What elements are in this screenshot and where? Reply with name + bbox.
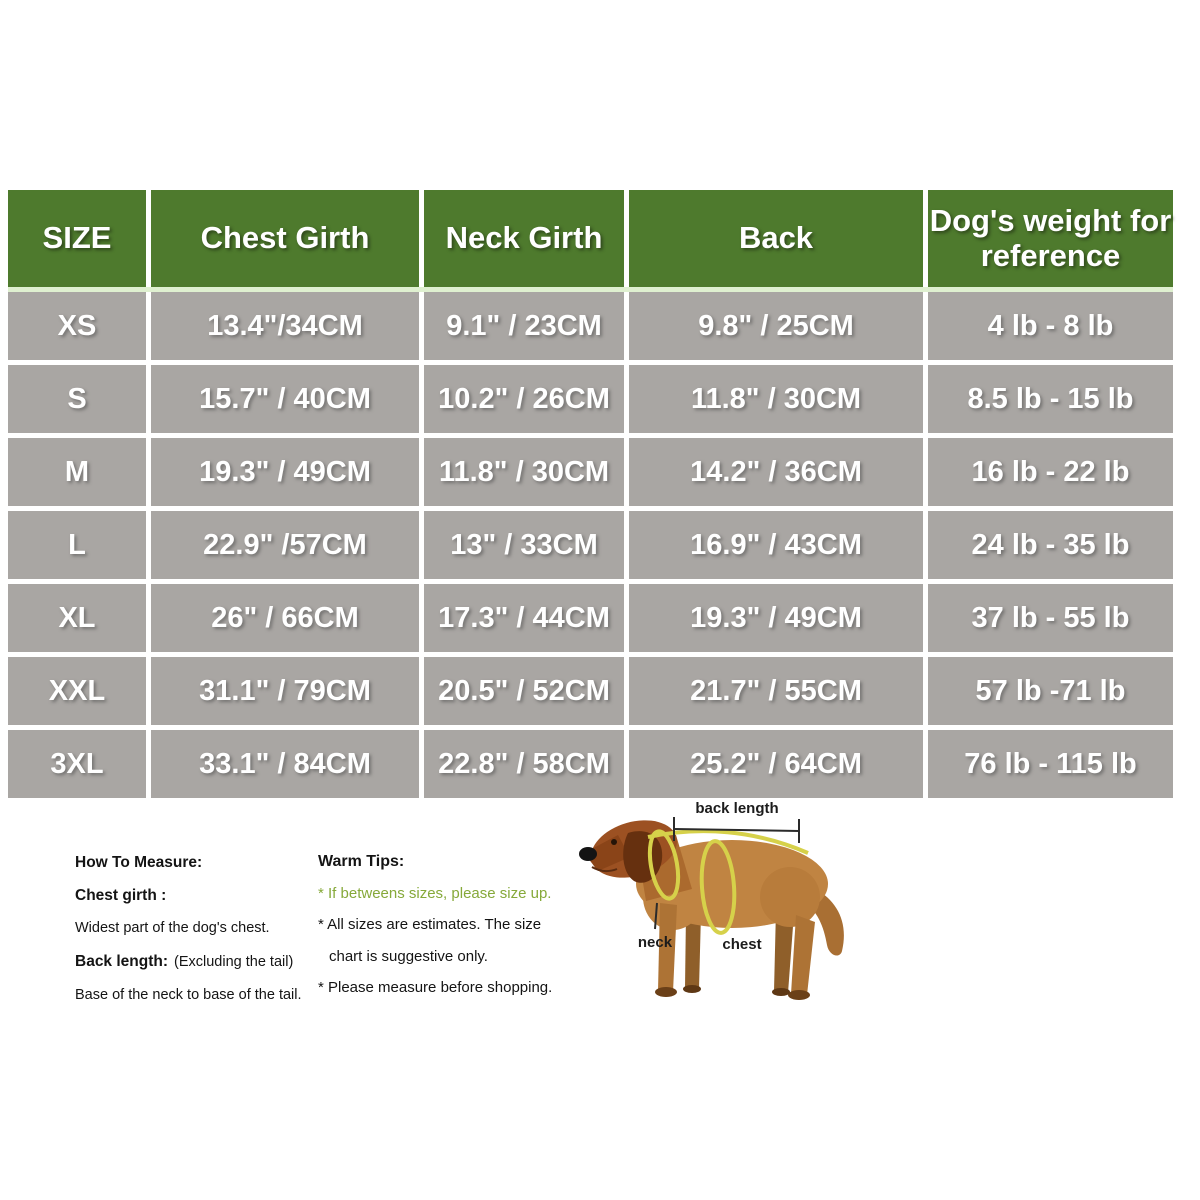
cell-xl-weight: 37 lb - 55 lb: [928, 584, 1173, 652]
how-to-measure-title: How To Measure:: [75, 854, 203, 871]
cell-s-weight: 8.5 lb - 15 lb: [928, 365, 1173, 433]
cell-m-size: M: [8, 438, 146, 506]
cell-xxl-weight: 57 lb -71 lb: [928, 657, 1173, 725]
cell-l-back: 16.9" / 43CM: [629, 511, 923, 579]
cell-m-back: 14.2" / 36CM: [629, 438, 923, 506]
warm-tip-estimates-line2: chart is suggestive only.: [329, 947, 488, 965]
back-length-note: (Excluding the tail): [174, 954, 294, 970]
cell-3xl-back: 25.2" / 64CM: [629, 730, 923, 798]
dog-far-front-paw: [683, 985, 701, 993]
cell-l-neck: 13" / 33CM: [424, 511, 624, 579]
chest-diagram-label: chest: [722, 936, 762, 953]
cell-m-chest: 19.3" / 49CM: [151, 438, 419, 506]
cell-m-neck: 11.8" / 30CM: [424, 438, 624, 506]
cell-xs-neck: 9.1" / 23CM: [424, 292, 624, 360]
cell-xxl-neck: 20.5" / 52CM: [424, 657, 624, 725]
warm-tip-size-up: * If betweens sizes, please size up.: [318, 884, 552, 902]
back-length-diagram-label: back length: [695, 800, 779, 817]
warm-tips-block: [318, 846, 578, 1004]
header-cell-weight: Dog's weight for reference: [928, 190, 1173, 287]
dog-eye: [611, 839, 617, 845]
cell-xs-size: XS: [8, 292, 146, 360]
how-to-measure-block: [75, 846, 325, 1012]
cell-l-size: L: [8, 511, 146, 579]
dog-nose: [579, 847, 597, 861]
cell-s-chest: 15.7" / 40CM: [151, 365, 419, 433]
cell-3xl-weight: 76 lb - 115 lb: [928, 730, 1173, 798]
cell-xs-back: 9.8" / 25CM: [629, 292, 923, 360]
cell-xxl-back: 21.7" / 55CM: [629, 657, 923, 725]
cell-3xl-chest: 33.1" / 84CM: [151, 730, 419, 798]
warm-tips-title: Warm Tips:: [318, 853, 405, 870]
dog-hind-thigh: [760, 867, 820, 927]
header-cell-back: Back: [629, 190, 923, 287]
cell-xl-back: 19.3" / 49CM: [629, 584, 923, 652]
cell-3xl-size: 3XL: [8, 730, 146, 798]
dog-hind-paw: [788, 990, 810, 1000]
cell-xxl-chest: 31.1" / 79CM: [151, 657, 419, 725]
size-chart-table: [8, 190, 1173, 798]
cell-s-back: 11.8" / 30CM: [629, 365, 923, 433]
back-length-line: [75, 945, 325, 979]
cell-l-chest: 22.9" /57CM: [151, 511, 419, 579]
cell-l-weight: 24 lb - 35 lb: [928, 511, 1173, 579]
dog-far-hind-paw: [772, 988, 790, 996]
header-cell-chest: Chest Girth: [151, 190, 419, 287]
dog-measurement-diagram: [570, 797, 905, 1012]
chest-girth-label: Chest girth :: [75, 887, 167, 904]
neck-diagram-label: neck: [637, 934, 673, 951]
cell-m-weight: 16 lb - 22 lb: [928, 438, 1173, 506]
cell-xl-neck: 17.3" / 44CM: [424, 584, 624, 652]
header-separator-line: [8, 287, 1173, 292]
cell-xl-chest: 26" / 66CM: [151, 584, 419, 652]
cell-xxl-size: XXL: [8, 657, 146, 725]
cell-xs-weight: 4 lb - 8 lb: [928, 292, 1173, 360]
back-length-label: Back length:: [75, 953, 169, 970]
dog-front-paw: [655, 987, 677, 997]
header-cell-neck: Neck Girth: [424, 190, 624, 287]
cell-xs-chest: 13.4"/34CM: [151, 292, 419, 360]
cell-s-neck: 10.2" / 26CM: [424, 365, 624, 433]
dog-near-hind-leg: [791, 915, 815, 995]
dog-diagram-svg: [570, 797, 905, 1012]
cell-s-size: S: [8, 365, 146, 433]
warm-tip-estimates-line1: * All sizes are estimates. The size: [318, 916, 542, 933]
chest-girth-description: Widest part of the dog's chest.: [75, 920, 270, 936]
warm-tip-measure-first: * Please measure before shopping.: [318, 979, 553, 996]
header-cell-size: SIZE: [8, 190, 146, 287]
back-length-description: Base of the neck to base of the tail.: [75, 987, 302, 1003]
cell-3xl-neck: 22.8" / 58CM: [424, 730, 624, 798]
cell-xl-size: XL: [8, 584, 146, 652]
